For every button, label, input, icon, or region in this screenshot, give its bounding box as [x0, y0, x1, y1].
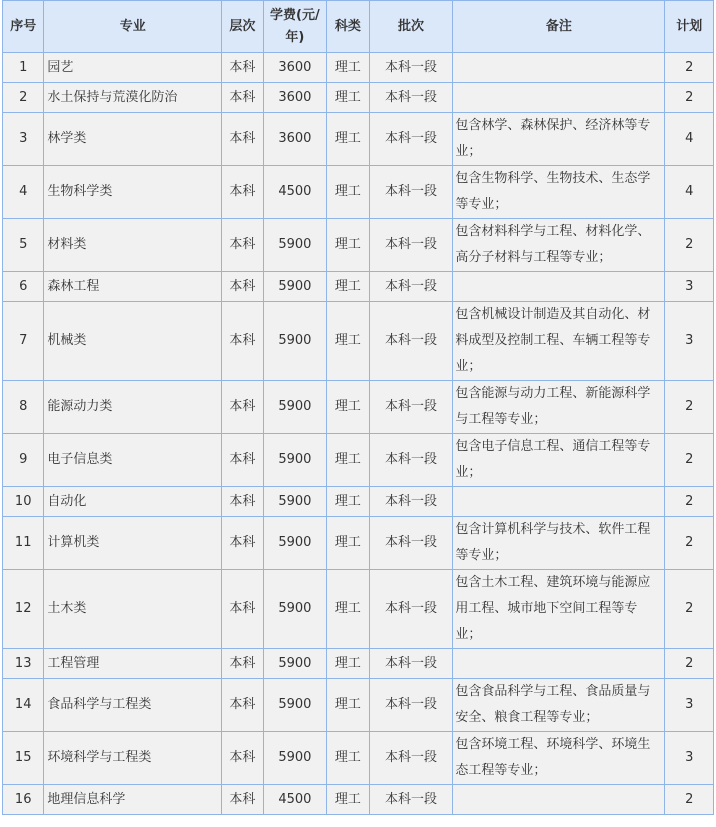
- header-no: 序号: [3, 1, 44, 53]
- header-remark: 备注: [453, 1, 665, 53]
- cell-no: 4: [3, 166, 44, 219]
- cell-batch: 本科一段: [369, 785, 453, 815]
- cell-batch: 本科一段: [369, 219, 453, 272]
- cell-batch: 本科一段: [369, 83, 453, 113]
- cell-batch: 本科一段: [369, 487, 453, 517]
- header-plan: 计划: [665, 1, 714, 53]
- cell-remark: 包含林学、森林保护、经济林等专业；: [453, 113, 665, 166]
- cell-plan: 3: [665, 732, 714, 785]
- cell-no: 6: [3, 272, 44, 302]
- cell-remark: 包含机械设计制造及其自动化、材料成型及控制工程、车辆工程等专业；: [453, 302, 665, 381]
- cell-plan: 3: [665, 679, 714, 732]
- cell-level: 本科: [222, 487, 263, 517]
- cell-level: 本科: [222, 570, 263, 649]
- cell-no: 2: [3, 83, 44, 113]
- table-row: [3, 83, 714, 113]
- table-row: [3, 219, 714, 272]
- cell-batch: 本科一段: [369, 649, 453, 679]
- cell-major: 地理信息科学: [44, 785, 222, 815]
- cell-fee: 5900: [263, 302, 327, 381]
- table-row: [3, 272, 714, 302]
- cell-no: 3: [3, 113, 44, 166]
- cell-subject: 理工: [327, 83, 369, 113]
- table-row: [3, 434, 714, 487]
- cell-remark: [453, 272, 665, 302]
- cell-batch: 本科一段: [369, 302, 453, 381]
- cell-plan: 2: [665, 381, 714, 434]
- cell-level: 本科: [222, 732, 263, 785]
- cell-fee: 3600: [263, 83, 327, 113]
- cell-subject: 理工: [327, 272, 369, 302]
- cell-level: 本科: [222, 679, 263, 732]
- cell-plan: 2: [665, 570, 714, 649]
- cell-major: 林学类: [44, 113, 222, 166]
- cell-subject: 理工: [327, 679, 369, 732]
- cell-fee: 5900: [263, 219, 327, 272]
- cell-batch: 本科一段: [369, 381, 453, 434]
- header-level: 层次: [222, 1, 263, 53]
- cell-batch: 本科一段: [369, 570, 453, 649]
- cell-level: 本科: [222, 219, 263, 272]
- cell-no: 14: [3, 679, 44, 732]
- cell-plan: 2: [665, 53, 714, 83]
- cell-no: 7: [3, 302, 44, 381]
- cell-batch: 本科一段: [369, 434, 453, 487]
- cell-no: 15: [3, 732, 44, 785]
- cell-remark: [453, 785, 665, 815]
- cell-plan: 2: [665, 649, 714, 679]
- cell-no: 1: [3, 53, 44, 83]
- cell-subject: 理工: [327, 649, 369, 679]
- enrollment-plan-table: [2, 0, 714, 815]
- cell-major: 电子信息类: [44, 434, 222, 487]
- table-row: [3, 302, 714, 381]
- cell-level: 本科: [222, 83, 263, 113]
- cell-subject: 理工: [327, 53, 369, 83]
- cell-fee: 5900: [263, 381, 327, 434]
- table-row: [3, 166, 714, 219]
- cell-fee: 3600: [263, 113, 327, 166]
- cell-fee: 5900: [263, 434, 327, 487]
- cell-no: 5: [3, 219, 44, 272]
- cell-level: 本科: [222, 434, 263, 487]
- cell-subject: 理工: [327, 487, 369, 517]
- cell-remark: 包含生物科学、生物技术、生态学等专业；: [453, 166, 665, 219]
- cell-fee: 3600: [263, 53, 327, 83]
- cell-major: 材料类: [44, 219, 222, 272]
- table-row: [3, 649, 714, 679]
- header-fee: 学费(元/年): [263, 1, 327, 53]
- table-row: [3, 487, 714, 517]
- cell-major: 环境科学与工程类: [44, 732, 222, 785]
- cell-subject: 理工: [327, 166, 369, 219]
- cell-remark: [453, 649, 665, 679]
- cell-level: 本科: [222, 272, 263, 302]
- header-subject: 科类: [327, 1, 369, 53]
- cell-major: 生物科学类: [44, 166, 222, 219]
- cell-plan: 4: [665, 113, 714, 166]
- cell-level: 本科: [222, 381, 263, 434]
- cell-subject: 理工: [327, 732, 369, 785]
- cell-no: 9: [3, 434, 44, 487]
- cell-batch: 本科一段: [369, 732, 453, 785]
- cell-fee: 5900: [263, 570, 327, 649]
- cell-no: 10: [3, 487, 44, 517]
- cell-no: 11: [3, 517, 44, 570]
- cell-fee: 5900: [263, 732, 327, 785]
- cell-level: 本科: [222, 113, 263, 166]
- table-row: [3, 732, 714, 785]
- cell-major: 计算机类: [44, 517, 222, 570]
- cell-subject: 理工: [327, 434, 369, 487]
- cell-major: 水土保持与荒漠化防治: [44, 83, 222, 113]
- cell-major: 机械类: [44, 302, 222, 381]
- table-row: [3, 570, 714, 649]
- cell-no: 8: [3, 381, 44, 434]
- header-batch: 批次: [369, 1, 453, 53]
- cell-major: 食品科学与工程类: [44, 679, 222, 732]
- cell-batch: 本科一段: [369, 166, 453, 219]
- cell-major: 土木类: [44, 570, 222, 649]
- cell-fee: 4500: [263, 785, 327, 815]
- table-row: [3, 381, 714, 434]
- cell-level: 本科: [222, 649, 263, 679]
- cell-subject: 理工: [327, 302, 369, 381]
- cell-batch: 本科一段: [369, 53, 453, 83]
- cell-subject: 理工: [327, 785, 369, 815]
- cell-remark: 包含计算机科学与技术、软件工程等专业；: [453, 517, 665, 570]
- cell-fee: 4500: [263, 166, 327, 219]
- cell-no: 12: [3, 570, 44, 649]
- cell-plan: 2: [665, 219, 714, 272]
- cell-batch: 本科一段: [369, 113, 453, 166]
- header-row: [3, 1, 714, 53]
- cell-subject: 理工: [327, 517, 369, 570]
- cell-major: 自动化: [44, 487, 222, 517]
- cell-level: 本科: [222, 517, 263, 570]
- cell-subject: 理工: [327, 219, 369, 272]
- cell-subject: 理工: [327, 381, 369, 434]
- cell-fee: 5900: [263, 272, 327, 302]
- cell-batch: 本科一段: [369, 679, 453, 732]
- cell-plan: 4: [665, 166, 714, 219]
- cell-fee: 5900: [263, 649, 327, 679]
- cell-plan: 2: [665, 487, 714, 517]
- cell-remark: 包含土木工程、建筑环境与能源应用工程、城市地下空间工程等专业；: [453, 570, 665, 649]
- cell-major: 森林工程: [44, 272, 222, 302]
- cell-remark: [453, 487, 665, 517]
- cell-no: 16: [3, 785, 44, 815]
- cell-remark: 包含环境工程、环境科学、环境生态工程等专业；: [453, 732, 665, 785]
- table-row: [3, 679, 714, 732]
- table-row: [3, 113, 714, 166]
- cell-subject: 理工: [327, 113, 369, 166]
- cell-fee: 5900: [263, 679, 327, 732]
- cell-plan: 2: [665, 83, 714, 113]
- cell-remark: 包含材料科学与工程、材料化学、高分子材料与工程等专业；: [453, 219, 665, 272]
- cell-remark: [453, 53, 665, 83]
- cell-plan: 2: [665, 517, 714, 570]
- cell-level: 本科: [222, 785, 263, 815]
- cell-level: 本科: [222, 302, 263, 381]
- cell-plan: 3: [665, 272, 714, 302]
- cell-batch: 本科一段: [369, 272, 453, 302]
- cell-level: 本科: [222, 166, 263, 219]
- table-row: [3, 517, 714, 570]
- cell-batch: 本科一段: [369, 517, 453, 570]
- cell-plan: 2: [665, 785, 714, 815]
- cell-remark: 包含能源与动力工程、新能源科学与工程等专业；: [453, 381, 665, 434]
- cell-plan: 3: [665, 302, 714, 381]
- cell-fee: 5900: [263, 517, 327, 570]
- cell-remark: [453, 83, 665, 113]
- cell-major: 能源动力类: [44, 381, 222, 434]
- cell-subject: 理工: [327, 570, 369, 649]
- cell-remark: 包含食品科学与工程、食品质量与安全、粮食工程等专业；: [453, 679, 665, 732]
- cell-remark: 包含电子信息工程、通信工程等专业；: [453, 434, 665, 487]
- cell-no: 13: [3, 649, 44, 679]
- cell-major: 园艺: [44, 53, 222, 83]
- table-row: [3, 53, 714, 83]
- cell-fee: 5900: [263, 487, 327, 517]
- cell-major: 工程管理: [44, 649, 222, 679]
- header-major: 专业: [44, 1, 222, 53]
- table-row: [3, 785, 714, 815]
- cell-level: 本科: [222, 53, 263, 83]
- cell-plan: 2: [665, 434, 714, 487]
